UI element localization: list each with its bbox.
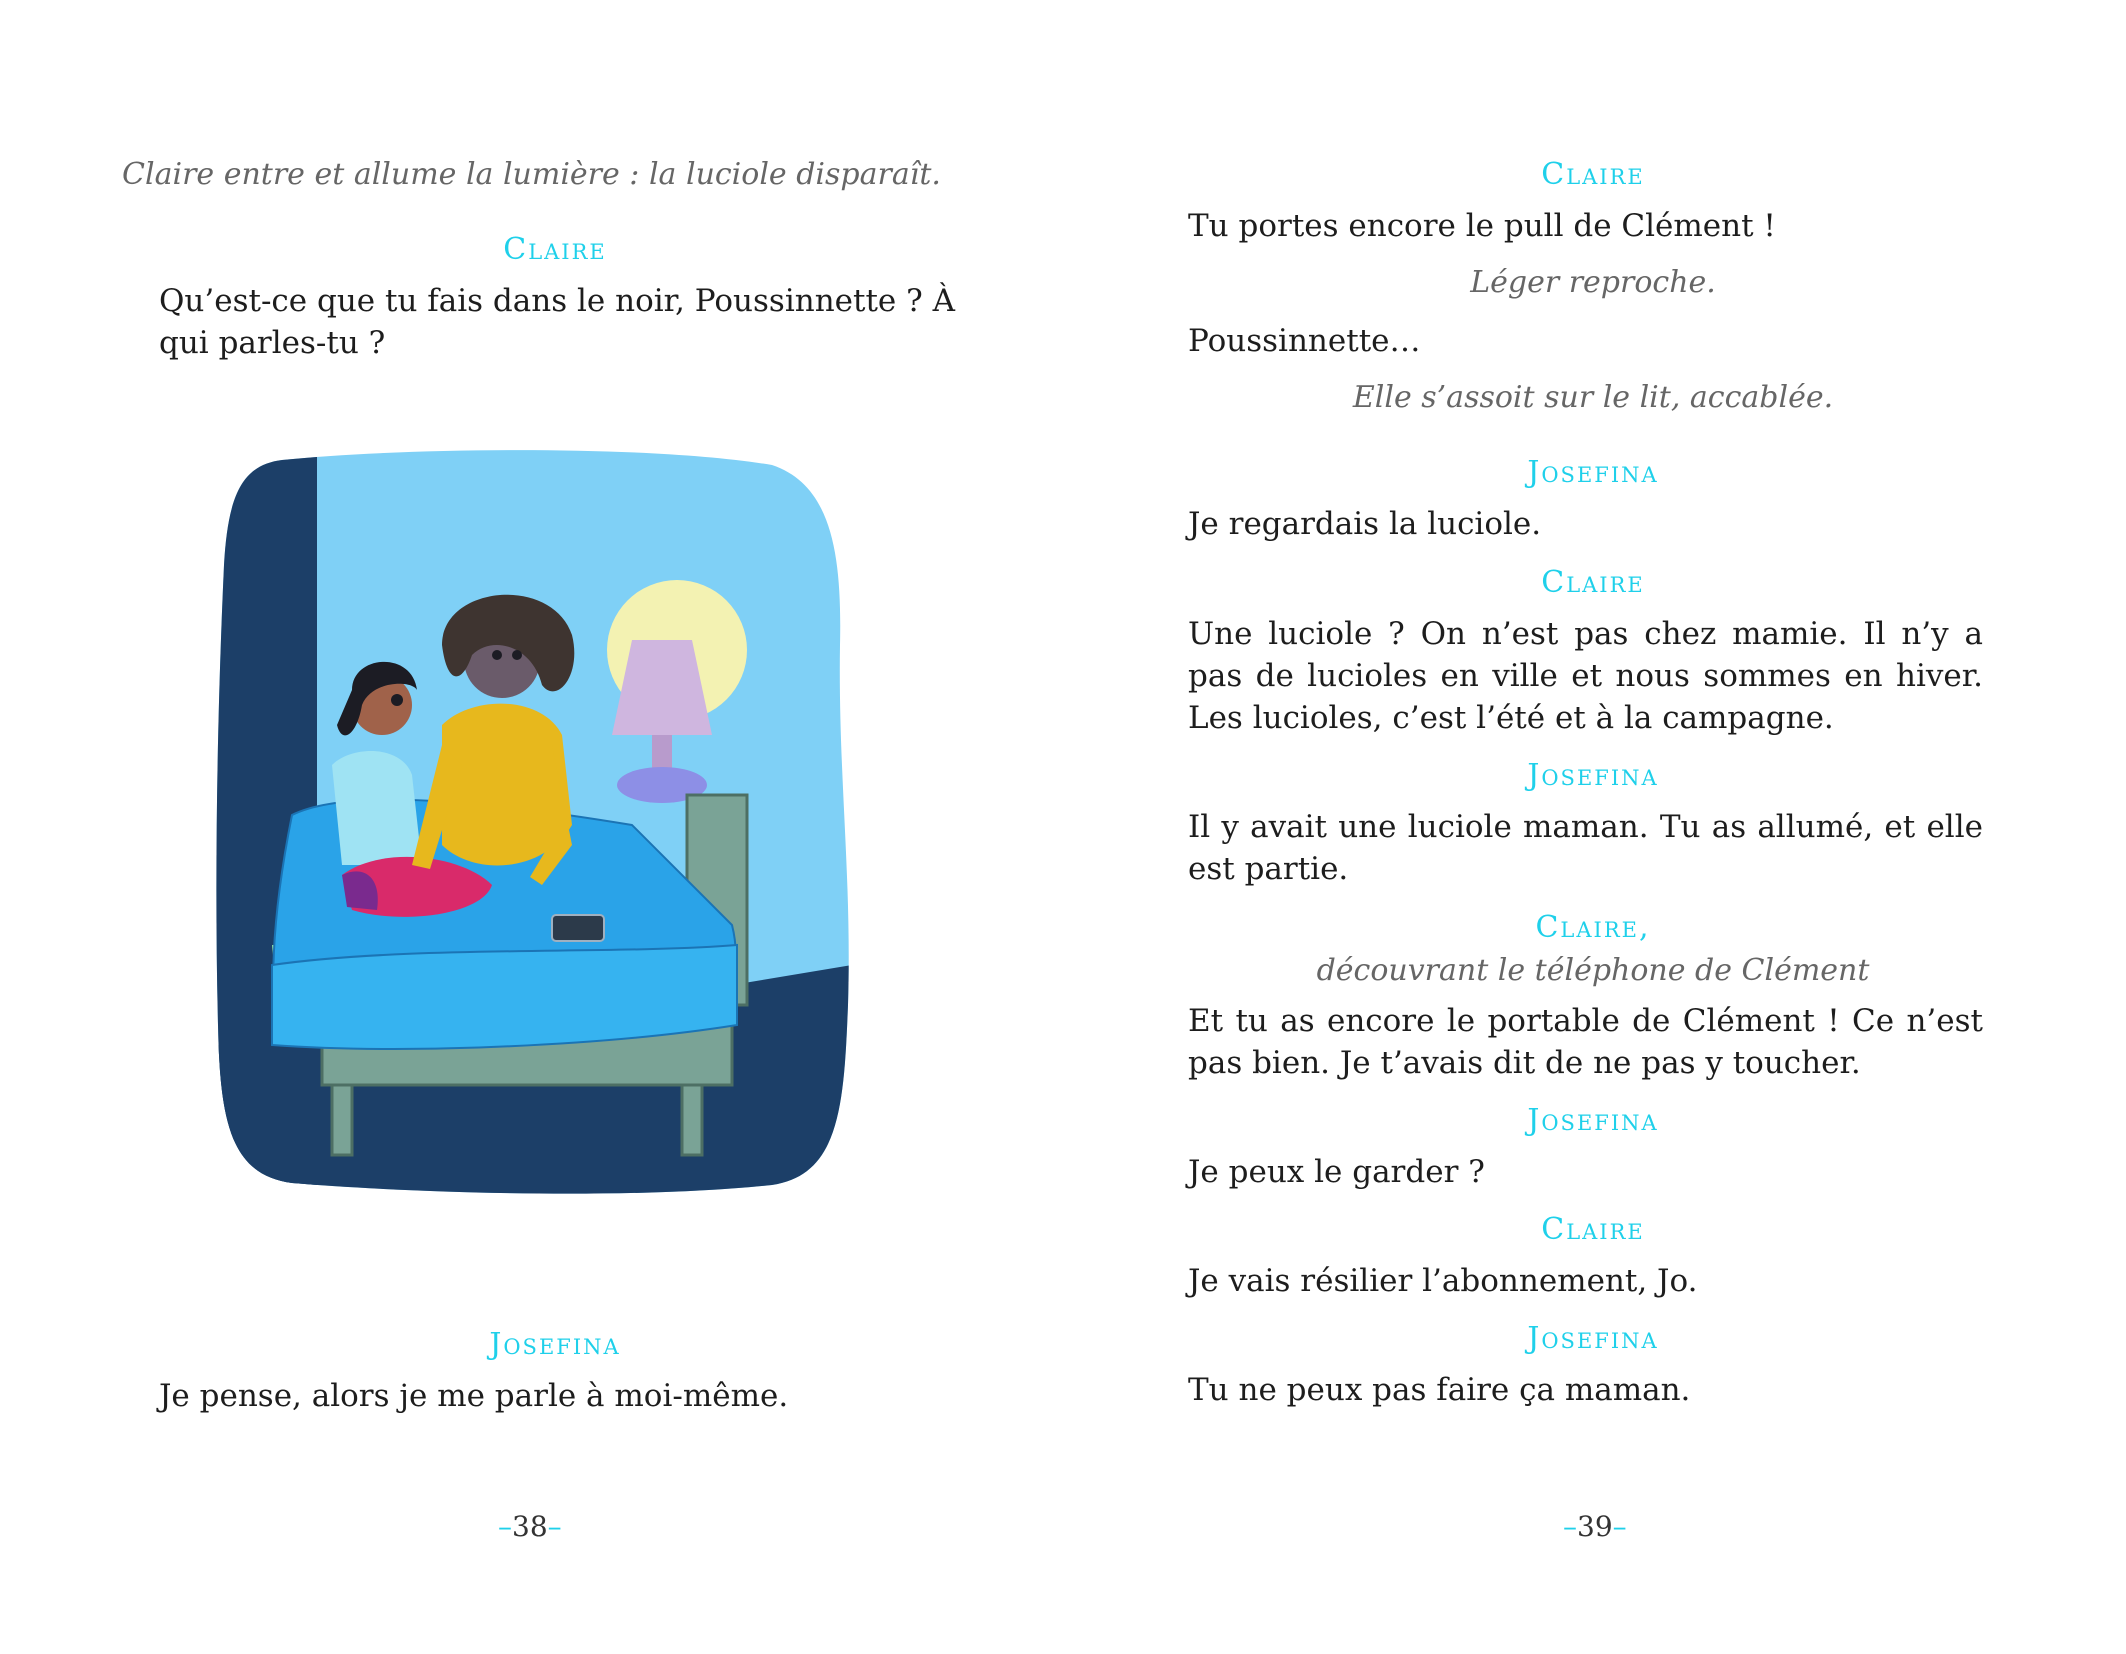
stage-direction: Claire entre et allume la lumière : la luciole disparaît. [122,157,941,192]
speaker-name: Claire [1541,157,1645,192]
dialogue-line: Une luciole ? On n’est pas chez mamie. Il n’y a pas de lucioles en ville et nous sommes en hiver. Les lucioles, c’est l’été et à la campagne. [1188,616,1983,736]
dialogue-line: Je pense, alors je me parle à moi-même. [159,1378,789,1414]
page-number: –38– [498,1510,562,1543]
dialogue-line: Et tu as encore le portable de Clément ! Ce n’est pas bien. Je t’avais dit de ne pas y toucher. [1188,1003,1983,1081]
dialogue-line: Il y avait une luciole maman. Tu as allumé, et elle est partie. [1188,809,1983,887]
page-number-value: 39 [1577,1510,1613,1543]
speaker-name: Claire [503,232,607,267]
dialogue-line: Poussinnette… [1188,323,1421,359]
dialogue-line: Je peux le garder ? [1188,1154,1485,1190]
speaker-name: Josefina [1527,1103,1659,1138]
dialogue-line: Je vais résilier l’abonnement, Jo. [1188,1263,1698,1299]
stage-direction: Léger reproche. [1470,265,1716,300]
page-number: –39– [1563,1510,1627,1543]
stage-direction: Elle s’assoit sur le lit, accablée. [1352,380,1834,415]
speaker-name: Claire [1541,1212,1645,1247]
speaker-name: Josefina [489,1327,621,1362]
dialogue-line: Tu portes encore le pull de Clément ! [1188,208,1776,244]
speaker-name: Josefina [1527,758,1659,793]
dialogue-line: Je regardais la luciole. [1188,506,1542,542]
speaker-name: Josefina [1527,455,1659,490]
dialogue-line: Qu’est-ce que tu fais dans le noir, Poussinnette ? À qui parles-tu ? [159,283,955,361]
page-number-value: 38 [512,1510,548,1543]
right-page [1063,0,2126,1654]
speaker-name: Josefina [1527,1321,1659,1356]
dialogue-line: Tu ne peux pas faire ça maman. [1188,1372,1691,1408]
bedroom-illustration [212,445,852,1197]
speaker-name: Claire, [1535,910,1651,945]
speaker-name: Claire [1541,565,1645,600]
stage-direction: découvrant le téléphone de Clément [1316,953,1870,988]
